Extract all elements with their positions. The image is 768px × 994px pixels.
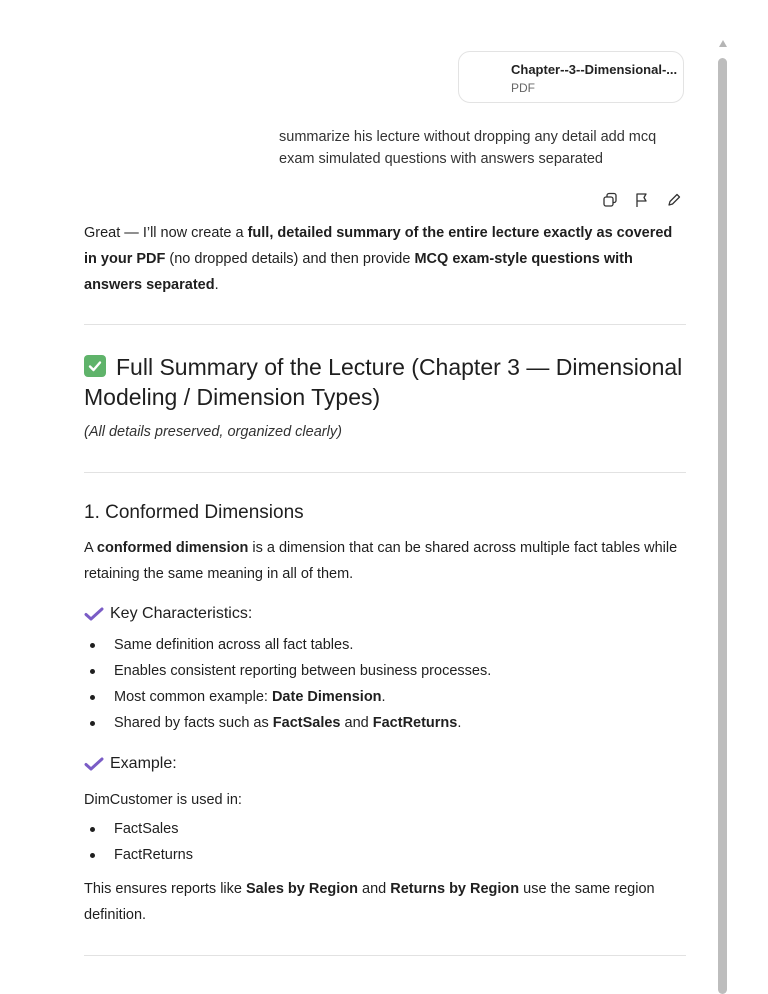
list-item-text: Shared by facts such as (114, 715, 273, 731)
list-item (84, 632, 491, 658)
conclusion-text: and (358, 881, 391, 897)
checkmark-icon (84, 607, 104, 621)
key-characteristics-heading (84, 605, 252, 623)
scrollbar-thumb[interactable] (718, 58, 727, 994)
edit-icon[interactable] (664, 190, 684, 210)
intro-text: Great — I’ll now create a (84, 225, 248, 241)
intro-text: (no dropped details) and then provide (165, 251, 415, 267)
user-message: summarize his lecture without dropping any detail add mcq exam simulated questions with answers separated (279, 129, 657, 167)
section-title: 1. Conformed Dimensions (84, 502, 304, 523)
list-item-text: Most common example: (114, 689, 272, 705)
conclusion-bold: Returns by Region (390, 881, 520, 897)
attachment-name: Chapter--3--Dimensional-... (511, 62, 678, 77)
divider (84, 955, 686, 956)
conclusion-paragraph (84, 876, 686, 928)
list-item-bold: FactSales (272, 715, 341, 731)
list-item-text: Same definition across all fact tables. (114, 637, 354, 653)
answer-intro (84, 220, 686, 298)
list-item-bold: Date Dimension (271, 689, 382, 705)
key-characteristics-list (84, 632, 491, 736)
attachment-type: PDF (511, 81, 535, 95)
divider (84, 324, 686, 325)
list-item (84, 658, 491, 684)
definition-text: is a dimension that can be shared across multiple fact tables while retaining the same meaning in all of them. (84, 540, 678, 582)
definition-bold: conformed dimension (96, 540, 249, 556)
scroll-up-arrow-icon[interactable] (719, 40, 727, 47)
conclusion-text: use the same region definition. (84, 881, 655, 923)
list-item (84, 684, 491, 710)
copy-icon[interactable] (600, 190, 620, 210)
example-list (84, 816, 193, 868)
list-item-bold: FactReturns (372, 715, 458, 731)
example-intro: DimCustomer is used in: (84, 792, 242, 808)
list-item-text: . (381, 689, 386, 705)
list-item (84, 710, 491, 736)
example-heading (84, 755, 177, 773)
example-title: Example: (110, 755, 177, 772)
list-item-text: FactSales (114, 821, 179, 837)
checkmark-icon (84, 757, 104, 771)
key-characteristics-title: Key Characteristics: (110, 605, 253, 622)
conclusion-bold: Sales by Region (245, 881, 358, 897)
conclusion-text: This ensures reports like (84, 881, 246, 897)
definition-paragraph (84, 535, 686, 587)
list-item-text: . (457, 715, 462, 731)
divider (84, 472, 686, 473)
list-item-text: FactReturns (114, 847, 193, 863)
list-item (84, 842, 193, 868)
flag-icon[interactable] (632, 190, 652, 210)
intro-bold: full, detailed summary of the entire lecture exactly as covered in your PDF (84, 225, 673, 267)
attachment-card[interactable] (458, 51, 684, 103)
check-box-icon (84, 355, 106, 377)
list-item-text: and (340, 715, 373, 731)
summary-subtitle: (All details preserved, organized clearly) (84, 424, 342, 440)
definition-text: A (84, 540, 97, 556)
message-actions (600, 190, 684, 210)
summary-heading-text: Full Summary of the Lecture (Chapter 3 — Dimensional Modeling / Dimension Types) (84, 354, 683, 410)
intro-text: . (214, 277, 219, 293)
list-item (84, 816, 193, 842)
list-item-text: Enables consistent reporting between business processes. (114, 663, 492, 679)
intro-bold: MCQ exam-style questions with answers separated (84, 251, 633, 293)
summary-heading (84, 352, 704, 412)
scrollbar[interactable] (716, 40, 730, 994)
